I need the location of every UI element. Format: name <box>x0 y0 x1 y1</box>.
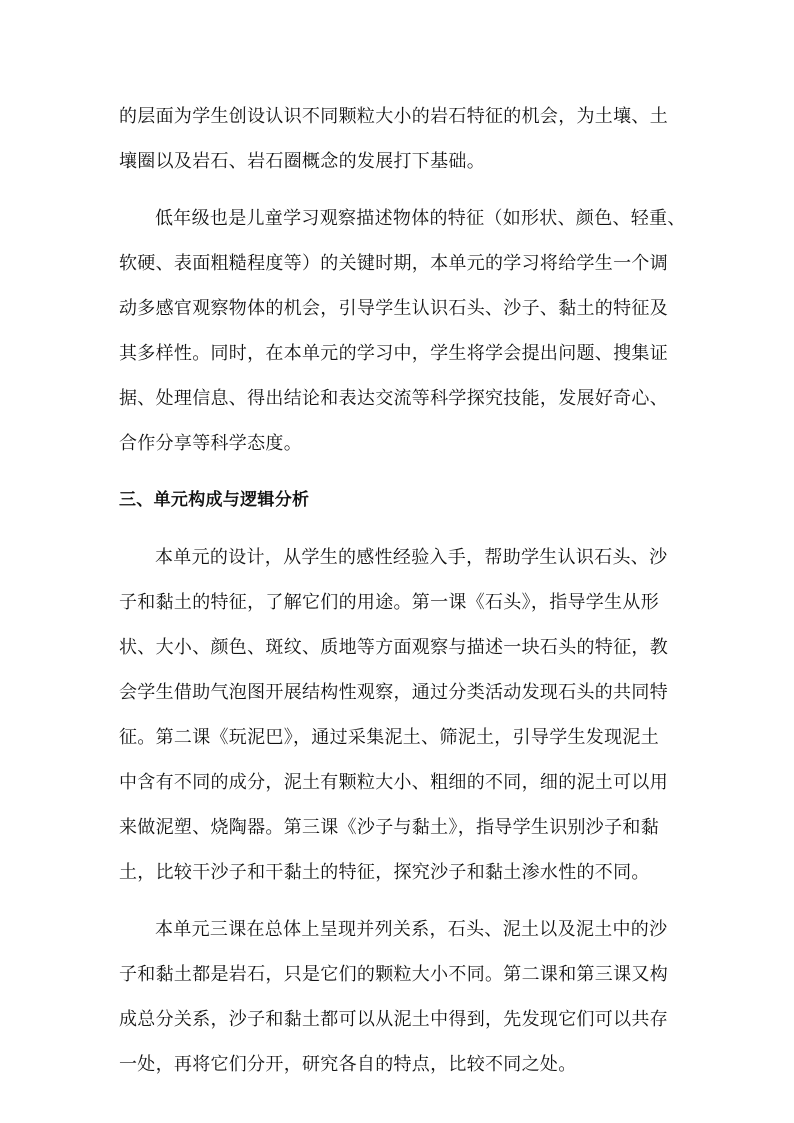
text-line: 中含有不同的成分，泥土有颗粒大小、粗细的不同，细的泥土可以用 <box>119 772 668 793</box>
text-line: 合作分享等科学态度。 <box>119 433 302 454</box>
text-line: 土，比较干沙子和干黏土的特征，探究沙子和黏土渗水性的不同。 <box>119 862 650 883</box>
paragraph-early-grades <box>119 196 686 466</box>
paragraph-unit-design <box>119 535 681 895</box>
text-line: 低年级也是儿童学习观察描述物体的特征（如形状、颜色、轻重、 <box>155 208 686 229</box>
text-line: 子和黏土的特征，了解它们的用途。第一课《石头》，指导学生从形 <box>119 592 659 613</box>
text-line: 来做泥塑、烧陶器。第三课《沙子与黏土》，指导学生识别沙子和黏 <box>119 817 659 838</box>
text-line: 据、处理信息、得出结论和表达交流等科学探究技能，发展好奇心、 <box>119 388 668 409</box>
text-line: 一处，再将它们分开，研究各自的特点，比较不同之处。 <box>119 1054 577 1075</box>
text-line: 子和黏土都是岩石，只是它们的颗粒大小不同。第二课和第三课又构 <box>119 964 668 985</box>
text-line: 征。第二课《玩泥巴》，通过采集泥土、筛泥土，引导学生发现泥土 <box>119 727 659 748</box>
text-line: 壤圈以及岩石、岩石圈概念的发展打下基础。 <box>119 151 485 172</box>
document-page <box>119 94 686 1087</box>
text-line: 动多感官观察物体的机会，引导学生认识石头、沙子、黏土的特征及 <box>119 298 668 319</box>
text-line: 本单元的设计，从学生的感性经验入手，帮助学生认识石头、沙 <box>155 547 668 568</box>
text-line: 软硬、表面粗糙程度等）的关键时期，本单元的学习将给学生一个调 <box>119 253 668 274</box>
text-line: 的层面为学生创设认识不同颗粒大小的岩石特征的机会，为土壤、土 <box>119 106 668 127</box>
text-line: 其多样性。同时，在本单元的学习中，学生将学会提出问题、搜集证 <box>119 343 668 364</box>
paragraph-unit-relations <box>119 907 681 1087</box>
paragraph-continued <box>119 94 681 184</box>
section-heading: 三、单元构成与逻辑分析 <box>119 490 310 510</box>
text-line: 状、大小、颜色、斑纹、质地等方面观察与描述一块石头的特征，教 <box>119 637 668 658</box>
text-line: 会学生借助气泡图开展结构性观察，通过分类活动发现石头的共同特 <box>119 682 668 703</box>
text-line: 本单元三课在总体上呈现并列关系，石头、泥土以及泥土中的沙 <box>155 919 668 940</box>
text-line: 成总分关系，沙子和黏土都可以从泥土中得到，先发现它们可以共存 <box>119 1009 668 1030</box>
